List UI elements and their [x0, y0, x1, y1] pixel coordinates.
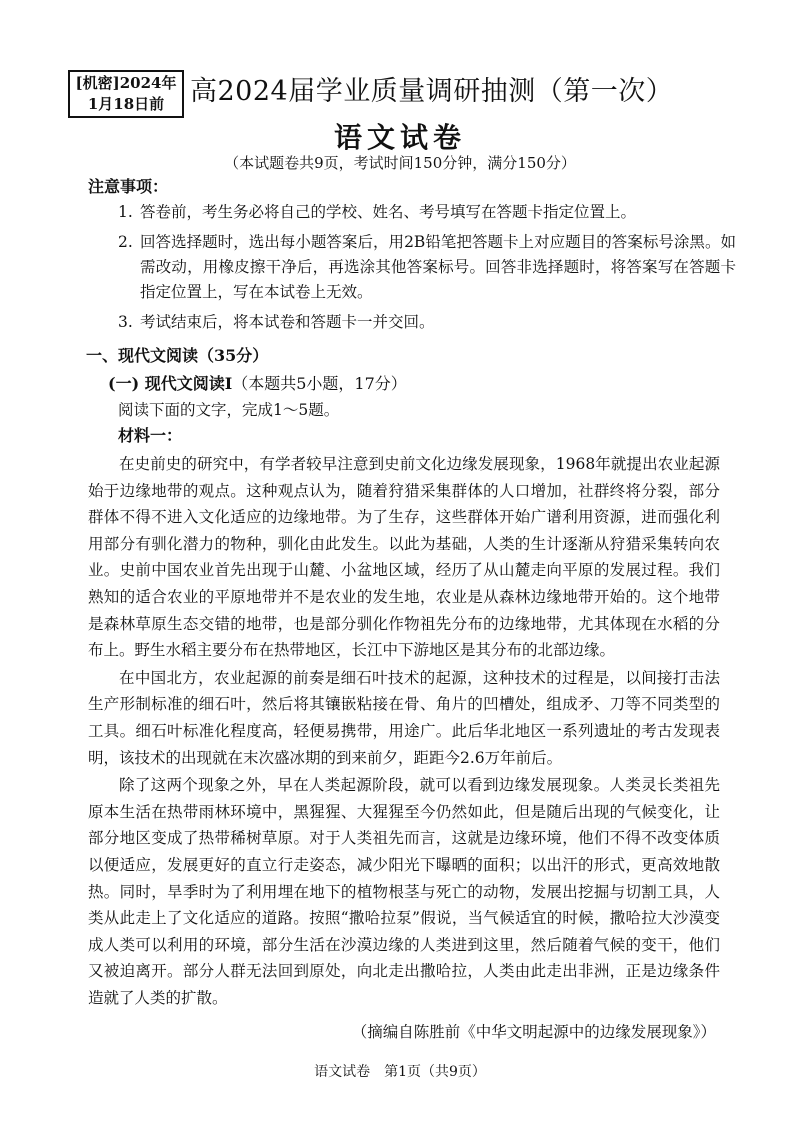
notice-item-number: 3.: [118, 313, 133, 331]
notice-item: [118, 200, 736, 225]
part-heading: [108, 372, 407, 396]
notice-heading: 注意事项：: [88, 177, 169, 196]
part-title: (一) 现代文阅读Ⅰ: [108, 374, 233, 393]
material-paragraph: 除了这两个现象之外，早在人类起源阶段，就可以看到边缘发展现象。人类灵长类祖先原本生活在热带雨林环境中，黑猩猩、大猩猩至今仍然如此，但是随后出现的气候变化，让部分地区变成了热带稀树草原。对于人类祖先而言，这就是边缘环境，他们不得不改变体质以便适应，发展更好的直立行走姿态，减少阳光下曝晒的面积；以出汗的形式，更高效地散热。同时，旱季时为了利用埋在地下的植物根茎与死亡的动物，发展出挖掘与切割工具，人类从此走上了文化适应的道路。按照“撒哈拉泵”假说，当气候适宜的时候，撒哈拉大沙漠变成人类可以利用的环境，部分生活在沙漠边缘的人类进到这里，然后随着气候的变干，他们又被迫离开。部分人群无法回到原处，向北走出撒哈拉，人类由此走出非洲，正是边缘条件造就了人类的扩散。: [88, 776, 720, 1007]
exam-info: （本试题卷共9页，考试时间150分钟，满分150分）: [224, 154, 576, 172]
notice-item: [118, 230, 736, 305]
reading-instruction: 阅读下面的文字，完成1～5题。: [118, 401, 340, 419]
notice-item-number: 1.: [118, 203, 133, 221]
confidential-line-1: [机密]2024年: [75, 74, 177, 92]
material-label: 材料一：: [118, 426, 183, 445]
page-footer: 语文试卷 第1页（共9页）: [314, 1064, 486, 1080]
part-note: （本题共5小题，17分）: [232, 374, 407, 393]
notice-item-number: 2.: [118, 233, 133, 251]
material-paragraph: 在史前史的研究中，有学者较早注意到史前文化边缘发展现象，1968年就提出农业起源始于边缘地带的观点。这种观点认为，随着狩猎采集群体的人口增加，社群终将分裂，部分群体不得不进入文化适应的边缘地带。为了生存，这些群体开始广谱利用资源，进而强化利用部分有驯化潜力的物种，驯化由此发生。以此为基础，人类的生计逐渐从狩猎采集转向农业。史前中国农业首先出现于山麓、小盆地区域，经历了从山麓走向平原的发展过程。我们熟知的适合农业的平原地带并不是农业的发生地，农业是从森林边缘地带开始的。这个地带是森林草原生态交错的地带，也是部分驯化作物祖先分布的边缘地带，尤其体现在水稻的分布上。野生水稻主要分布在热带地区，长江中下游地区是其分布的北部边缘。: [88, 455, 720, 660]
notice-item: [118, 310, 736, 335]
confidential-line-2: 1月18日前: [87, 95, 165, 113]
notice-item-text: 回答选择题时，选出每小题答案后，用2B铅笔把答题卡上对应题目的答案标号涂黑。如需改动，用橡皮擦干净后，再选涂其他答案标号。回答非选择题时，将答案写在答题卡指定位置上，写在本试卷上无效。: [140, 233, 736, 301]
material-paragraph: 在中国北方，农业起源的前奏是细石叶技术的起源，这种技术的过程是，以间接打击法生产形制标准的细石叶，然后将其镶嵌粘接在骨、角片的凹槽处，组成矛、刀等不同类型的工具。细石叶标准化程度高，轻便易携带，用途广。此后华北地区一系列遗址的考古发现表明，该技术的出现就在末次盛冰期的到来前夕，距距今2.6万年前后。: [88, 668, 720, 767]
subject-title: 语文试卷: [333, 121, 466, 154]
exam-title: 高2024届学业质量调研抽测（第一次）: [190, 76, 674, 107]
material-text: [88, 451, 720, 1012]
confidential-stamp: [68, 70, 184, 118]
material-source: （摘编自陈胜前《中华文明起源中的边缘发展现象》）: [351, 1023, 716, 1041]
notice-list: [118, 200, 736, 340]
notice-item-text: 答卷前，考生务必将自己的学校、姓名、考号填写在答题卡指定位置上。: [140, 203, 637, 221]
section-heading: 一、现代文阅读（35分）: [86, 346, 269, 365]
notice-item-text: 考试结束后，将本试卷和答题卡一并交回。: [140, 313, 435, 331]
